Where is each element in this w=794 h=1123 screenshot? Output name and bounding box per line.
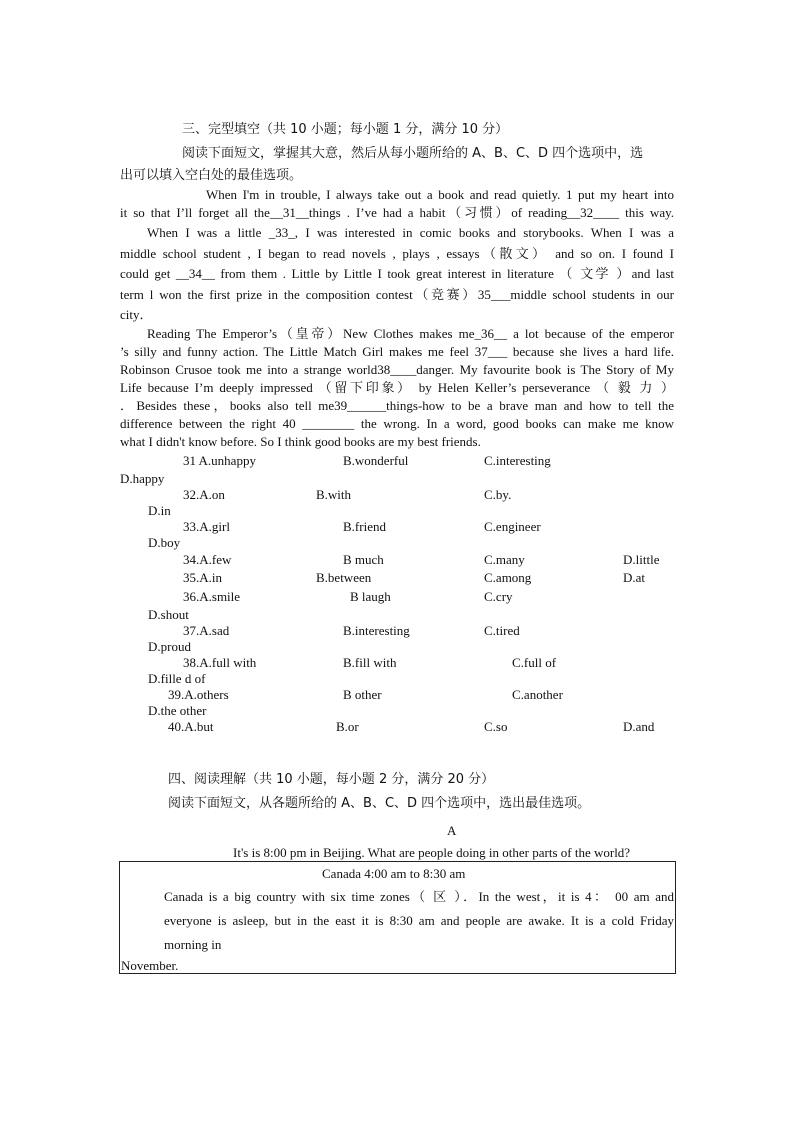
option-37-c: C.tired (484, 623, 520, 638)
passage-line: could get __34__ from them . Little by Little I took great interest in literature （ 文学 ）and last (120, 266, 674, 281)
option-32-d: D.in (148, 503, 171, 518)
section4-heading: 四、阅读理解（共 10 小题，每小题 2 分，满分 20 分） (168, 772, 495, 787)
option-38-d: D.fille d of (148, 671, 206, 686)
box-line: Canada is a big country with six time zones（ 区 ）．In the west，it is 4： 00 am and (164, 889, 674, 904)
option-32-b: B.with (316, 487, 352, 502)
option-37-a: 37.A.sad (183, 623, 230, 638)
option-34-d: D.little (623, 552, 660, 567)
box-line: November. (121, 958, 179, 973)
option-36-d: D.shout (148, 607, 189, 622)
passage-label: A (447, 823, 457, 838)
option-38-c: C.full of (512, 655, 557, 670)
section3-heading: 三、完型填空（共 10 小题；每小题 1 分，满分 10 分） (182, 122, 509, 137)
option-32-a: 32.A.on (183, 487, 225, 502)
option-39-c: C.another (512, 687, 563, 702)
passage-line: Robinson Crusoe took me into a strange world38____danger. My favourite book is The Story of My (120, 362, 674, 377)
passage-line: When I'm in trouble, I always take out a book and read quietly. 1 put my heart into (206, 187, 674, 202)
passage-line: When I was a little _33_, I was interested in comic books and storybooks. When I was a (147, 225, 674, 240)
option-35-d: D.at (623, 570, 646, 585)
passage-line: city． (120, 307, 153, 322)
passage-line: term l won the first prize in the composition contest（竞赛）35___middle school students in our (120, 287, 674, 302)
passage-line: it so that I’ll forget all the__31__things . I’ve had a habit（习惯）of reading__32____ this way. (120, 205, 674, 220)
option-35-c: C.among (484, 570, 532, 585)
option-38-a: 38.A.full with (183, 655, 257, 670)
option-35-b: B.between (316, 570, 372, 585)
option-36-a: 36.A.smile (183, 589, 241, 604)
section4-instruction: 阅读下面短文，从各题所给的 A、B、C、D 四个选项中，选出最佳选项。 (168, 796, 591, 811)
option-39-d: D.the other (148, 703, 207, 718)
passage-line: Life because I’m deeply impressed （留下印象） by Helen Keller’s perseverance （ 毅 力 ） (120, 380, 674, 395)
option-39-b: B other (343, 687, 382, 702)
option-37-b: B.interesting (343, 623, 410, 638)
option-36-c: C.cry (484, 589, 513, 604)
passage-line: ’s silly and funny action. The Little Match Girl makes me feel 37___ because she lives a hard life. (120, 344, 674, 359)
box-title: Canada 4:00 am to 8:30 am (322, 866, 466, 881)
option-31-b: B.wonderful (343, 453, 409, 468)
option-33-a: 33.A.girl (183, 519, 230, 534)
section3-instruction-line2: 出可以填入空白处的最佳选项。 (120, 168, 303, 183)
box-line: morning in (164, 937, 222, 952)
option-31-a: 31 A.unhappy (183, 453, 256, 468)
passage-line: Reading The Emperor’s（皇帝）New Clothes makes me_36__ a lot because of the emperor (147, 326, 674, 341)
option-31-d: D.happy (120, 471, 165, 486)
option-34-c: C.many (484, 552, 525, 567)
option-34-b: B much (343, 552, 384, 567)
option-34-a: 34.A.few (183, 552, 232, 567)
option-33-c: C.engineer (484, 519, 541, 534)
passage-line: middle school student , I began to read novels , plays , essays（散文） and so on. I found I (120, 246, 674, 261)
passage-line: ．Besides these，books also tell me39______things-how to be a brave man and how to tell the (120, 398, 674, 413)
option-39-a: 39.A.others (168, 687, 229, 702)
option-32-c: C.by. (484, 487, 512, 502)
option-40-a: 40.A.but (168, 719, 214, 734)
option-31-c: C.interesting (484, 453, 551, 468)
option-33-d: D.boy (148, 535, 181, 550)
passage-line: difference between the right 40 ________ the wrong. In a word, good books can make me know (120, 416, 674, 431)
option-33-b: B.friend (343, 519, 386, 534)
option-40-b: B.or (336, 719, 359, 734)
option-40-c: C.so (484, 719, 508, 734)
passage-line: what I didn't know before. So I think good books are my best friends. (120, 434, 481, 449)
section3-instruction-line1: 阅读下面短文，掌握其大意，然后从每小题所给的 A、B、C、D 四个选项中，选 (182, 146, 644, 161)
passage-intro: It's is 8:00 pm in Beijing. What are people doing in other parts of the world? (233, 845, 631, 860)
option-35-a: 35.A.in (183, 570, 222, 585)
option-36-b: B laugh (350, 589, 391, 604)
option-37-d: D.proud (148, 639, 191, 654)
box-line: everyone is asleep, but in the east it is 8:30 am and people are awake. It is a cold Friday (164, 913, 674, 928)
option-38-b: B.fill with (343, 655, 397, 670)
option-40-d: D.and (623, 719, 655, 734)
